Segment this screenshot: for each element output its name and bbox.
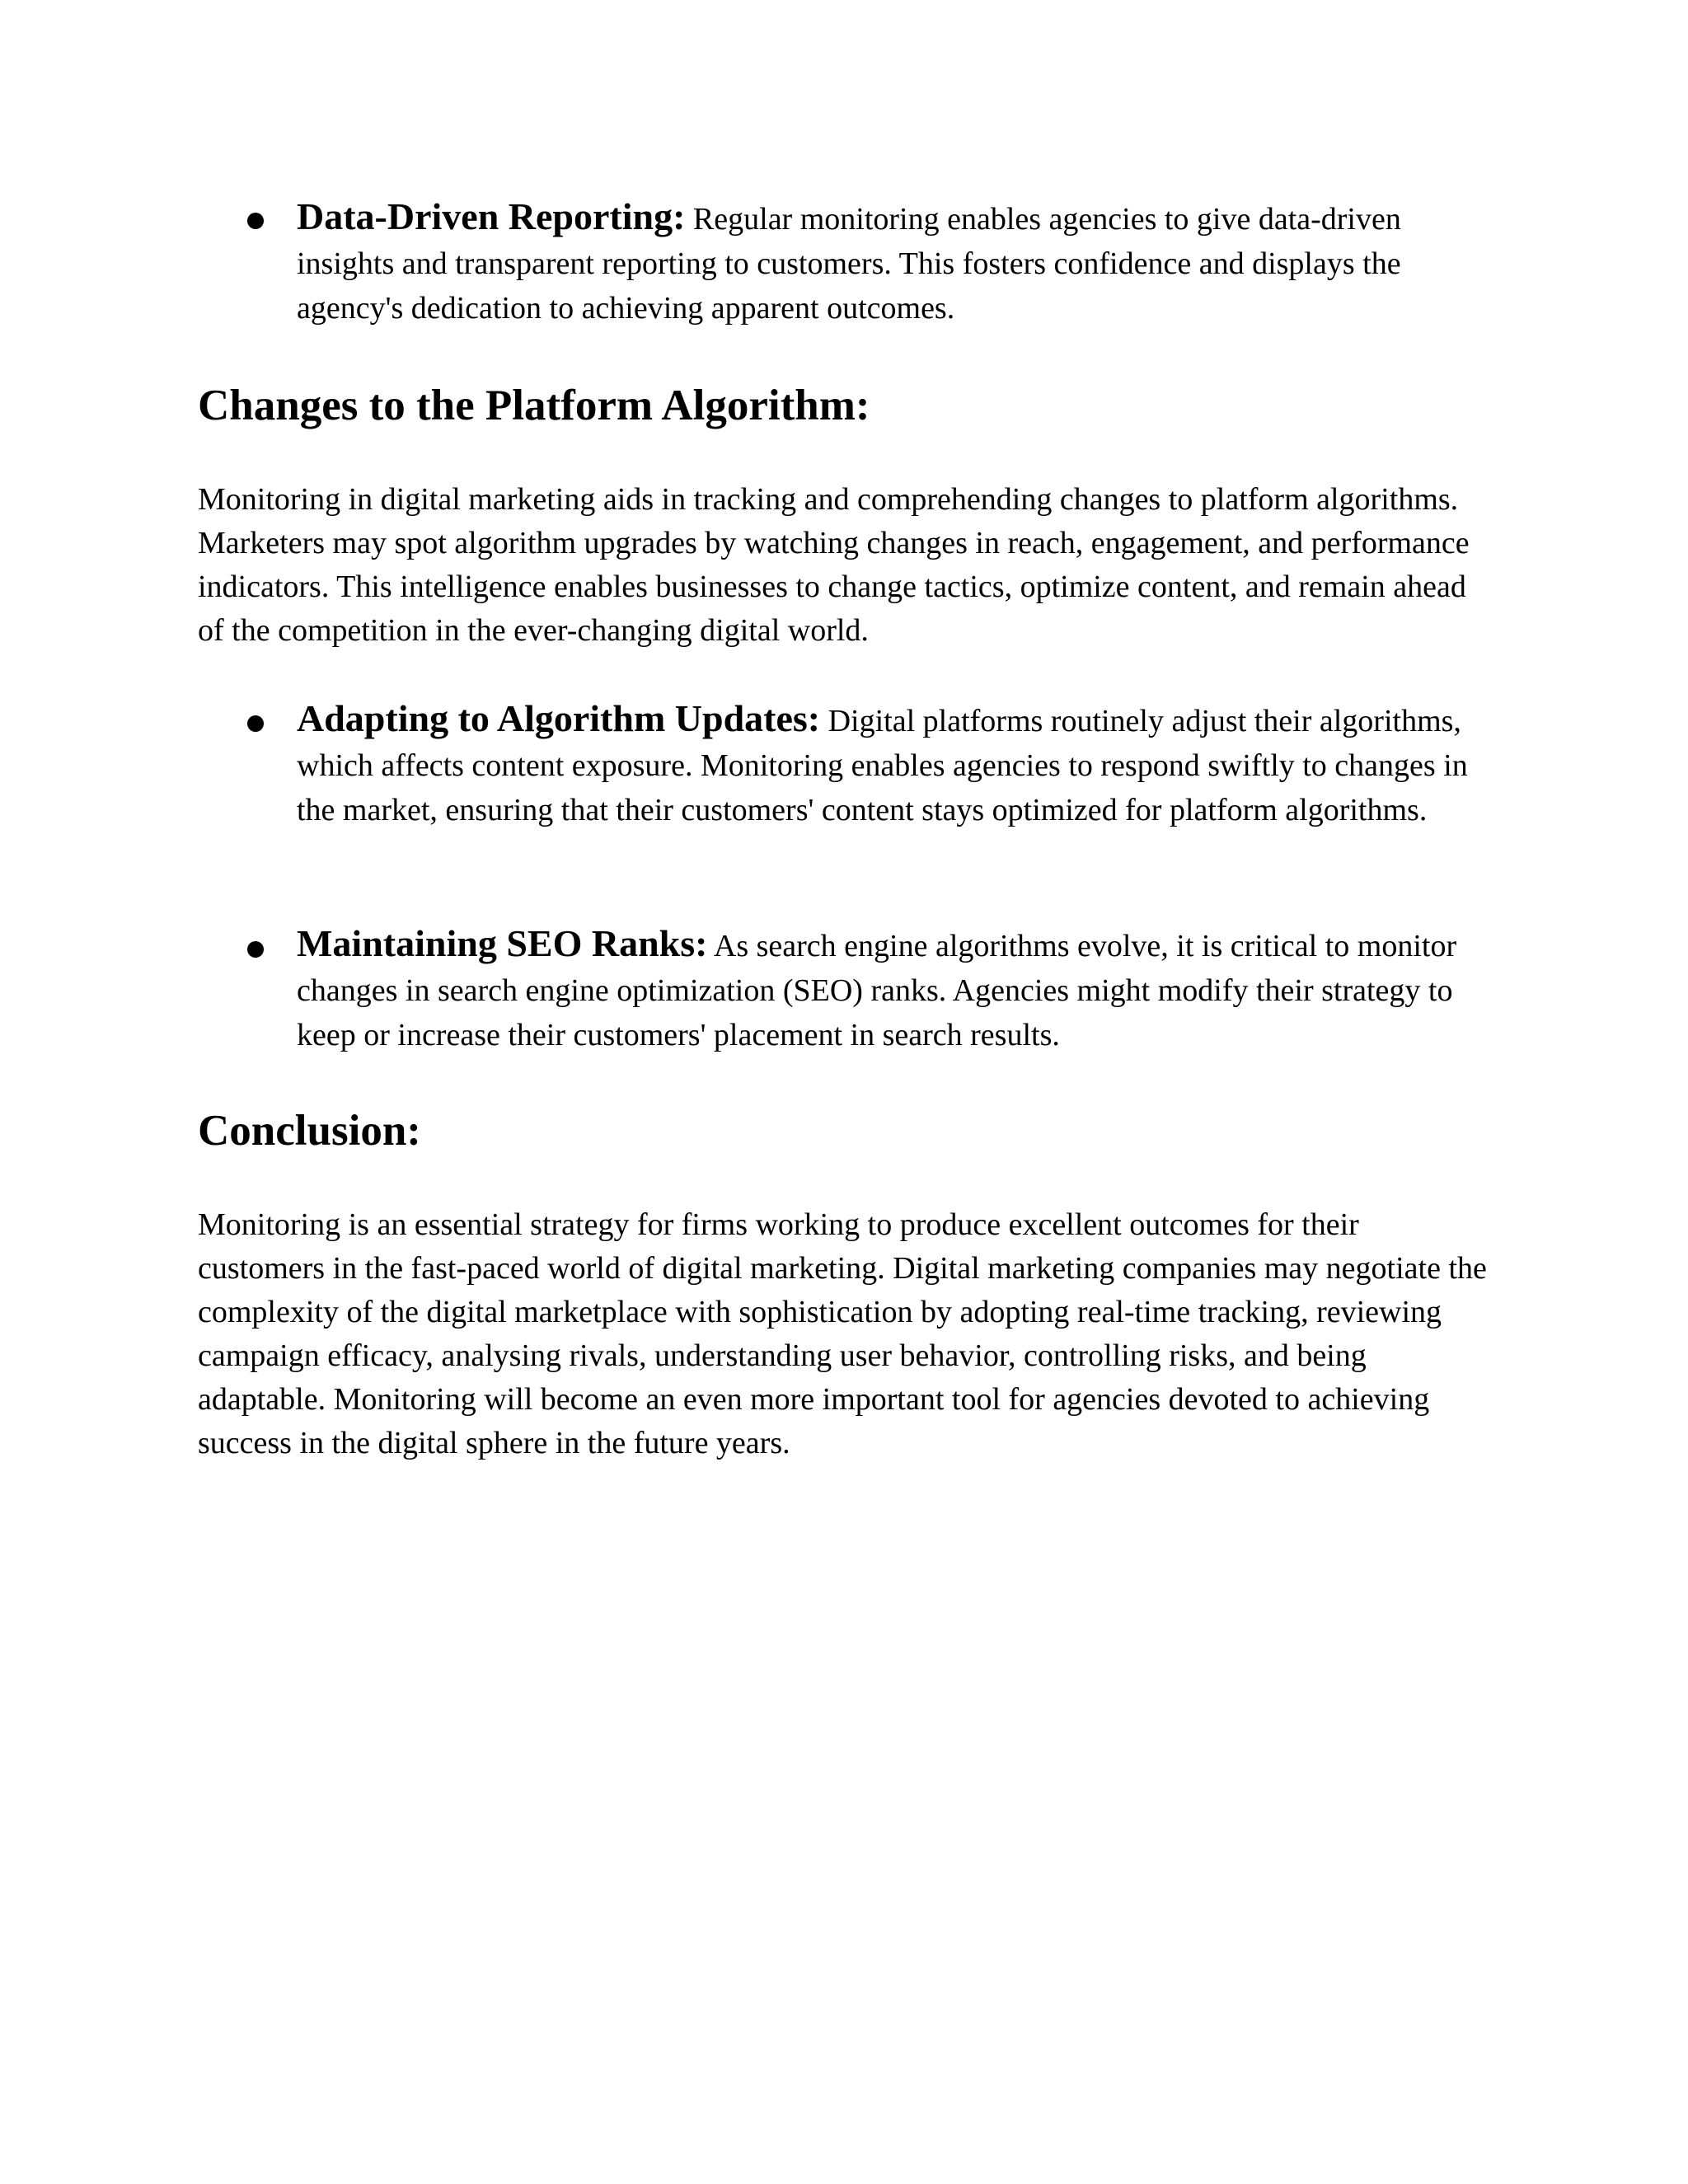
bullet-item-maintaining-seo-ranks [297, 921, 1500, 1057]
bullet-item-data-driven-reporting [297, 194, 1500, 330]
bullet-marker [247, 213, 264, 229]
bullet-marker [247, 715, 264, 732]
conclusion-paragraph: Monitoring is an essential strategy for firms working to produce excellent outcomes for their customers in the fast-paced world of digital marketing. Digital marketing companies may negotiate the complexity of the digital marketplace with sophistication by adopting real-time tracking, reviewing campaign efficacy, analysing rivals, understanding user behavior, controlling risks, and being adaptable. Monitoring will become an even more important tool for agencies devoted to achieving success in the digital sphere in the future years. [198, 1207, 1487, 1460]
section-paragraph-platform-algorithm: Monitoring in digital marketing aids in tracking and comprehending changes to platform algorithms. Marketers may spot algorithm upgrades by watching changes in reach, engagement, and performance indicators. This intelligence enables businesses to change tactics, optimize content, and remain ahead of the competition in the ever-changing digital world. [198, 482, 1470, 648]
bullet-marker [247, 941, 264, 958]
bullet-body: Regular monitoring enables agencies to give data-driven insights and transparent reporting to customers. This fosters confidence and displays the agency's dedication to achieving apparent outcomes. [297, 202, 1401, 326]
bullet-title: Adapting to Algorithm Updates: [297, 697, 821, 739]
bullet-body: Digital platforms routinely adjust their algorithms, which affects content exposure. Monitoring enables agencies to respond swiftly to changes in the market, ensuring that their customers' content stays optimized for platform algorithms. [297, 704, 1468, 827]
section-heading-conclusion: Conclusion: [198, 1107, 421, 1155]
bullet-title: Maintaining SEO Ranks: [297, 922, 708, 964]
bullet-title: Data-Driven Reporting: [297, 195, 686, 237]
bullet-body: As search engine algorithms evolve, it is critical to monitor changes in search engine optimization (SEO) ranks. Agencies might modify their strategy to keep or increase their customers' placement in search results. [297, 929, 1457, 1052]
bullet-item-adapting-algorithm-updates [297, 696, 1500, 832]
section-heading-platform-algorithm: Changes to the Platform Algorithm: [198, 382, 870, 429]
